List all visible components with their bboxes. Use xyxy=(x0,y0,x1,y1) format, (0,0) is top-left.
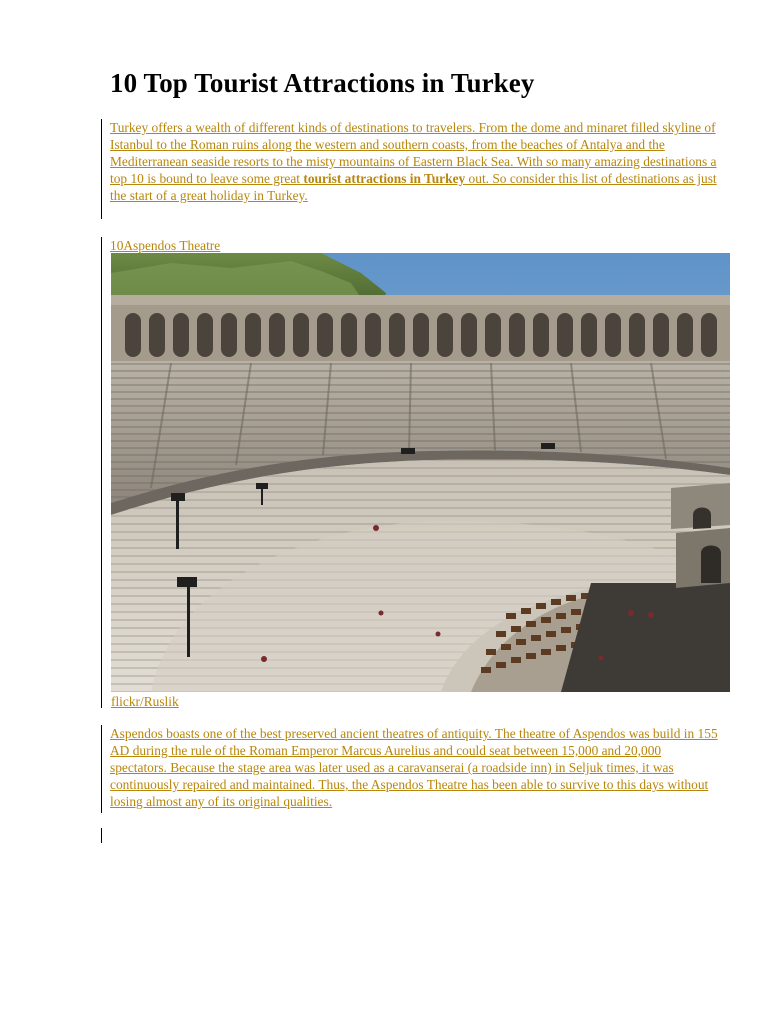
attraction-description-block xyxy=(101,725,720,813)
intro-block xyxy=(101,119,720,219)
intro-text-after[interactable]: out. So consider this list of destinations as just the start of a great holiday in Turkey. xyxy=(110,171,717,203)
intro-paragraph[interactable] xyxy=(110,119,720,204)
attraction-item-aspendos xyxy=(101,237,220,708)
empty-block-marker xyxy=(101,828,110,843)
page-title: 10 Top Tourist Attractions in Turkey xyxy=(110,68,535,98)
attraction-description[interactable]: Aspendos boasts one of the best preserved ancient theatres of antiquity. The theatre of Aspendos was build in 155 AD during the rule of the Roman Emperor Marcus Aurelius and could seat between 15,000 and 20,000 spectators. Because the stage area was later used as a caravanserai (a roadside inn) in Seljuk times, it was continuously repaired and maintained. Thus, the Aspendos Theatre has been able to survive to this days without losing almost any of its original qualities. xyxy=(110,726,718,809)
attraction-heading[interactable]: 10Aspendos Theatre xyxy=(110,238,221,253)
aspendos-theatre-photo[interactable] xyxy=(111,253,730,692)
photo-credit-link[interactable]: flickr/Ruslik xyxy=(111,694,179,709)
tourist-attractions-link[interactable]: tourist attractions in Turkey xyxy=(303,171,466,186)
intro-text-before[interactable]: Turkey offers a wealth of different kinds of destinations to travelers. From the dome and minaret filled skyline of Istanbul to the Roman ruins along the western and southern coasts, from the beaches of Antalya and the Mediterranean seaside resorts to the misty mountains of Eastern Black Sea. With so many amazing destinations a top 10 is bound to leave some great xyxy=(110,120,717,186)
